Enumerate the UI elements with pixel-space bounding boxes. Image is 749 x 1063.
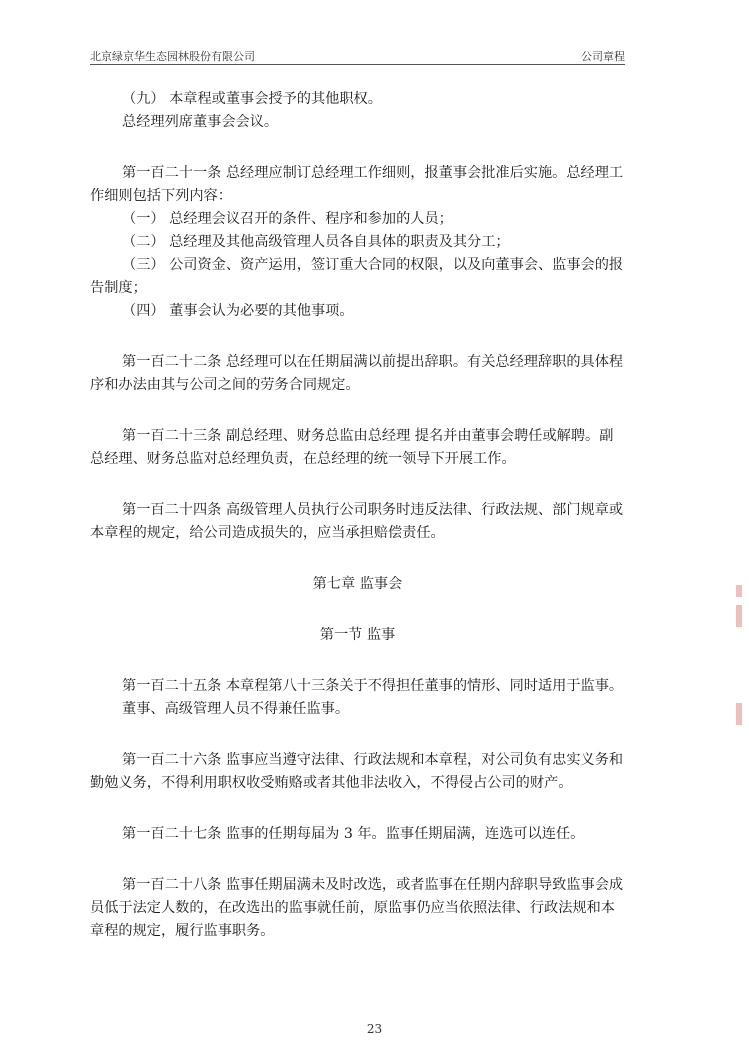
article-122: 第一百二十二条 总经理可以在任期届满以前提出辞职。有关总经理辞职的具体程序和办法由其与公司之间的劳务合同规定。 (90, 354, 624, 393)
article-123: 第一百二十三条 副总经理、财务总监由总经理 提名并由董事会聘任或解聘。副总经理、财务总监对总经理负责，在总经理的统一领导下开展工作。 (90, 428, 614, 467)
list-item: （一） 总经理会议召开的条件、程序和参加的人员； (122, 211, 453, 227)
list-item: （四） 董事会认为必要的其他事项。 (122, 303, 354, 319)
list-item: （二） 总经理及其他高级管理人员各自具体的职责及其分工； (122, 234, 510, 250)
paragraph-text: 董事、高级管理人员不得兼任监事。 (122, 701, 350, 717)
item-nine: （九） 本章程或董事会授予的其他职权。 (122, 91, 382, 107)
article-125: 第一百二十五条 本章程第八十三条关于不得担任董事的情形、同时适用于监事。 (122, 678, 624, 694)
header-document-title: 公司章程 (581, 50, 625, 63)
article-124: 第一百二十四条 高级管理人员执行公司职务时违反法律、行政法规、部门规章或本章程的规定，给公司造成损失的，应当承担赔偿责任。 (90, 502, 624, 541)
page-number: 23 (366, 1022, 383, 1036)
header-company-name: 北京绿京华生态园林股份有限公司 (90, 50, 255, 63)
page-header (90, 46, 625, 65)
document-body (90, 88, 625, 943)
chapter-heading: 第七章 监事会 (312, 576, 403, 592)
article-121: 第一百二十一条 总经理应制订总经理工作细则，报董事会批准后实施。总经理工作细则包括下列内容： (90, 165, 624, 204)
seal-fragment (736, 585, 742, 597)
section-heading: 第一节 监事 (319, 627, 396, 643)
article-127: 第一百二十七条 监事的任期每届为 3 年。监事任期届满，连选可以连任。 (122, 826, 585, 842)
paragraph-text: 总经理列席董事会会议。 (122, 114, 279, 130)
article-128: 第一百二十八条 监事任期届满未及时改选，或者监事在任期内辞职导致监事会成员低于法定人数的，在改选出的监事就任前，原监事仍应当依照法律、行政法规和本章程的规定，履行监事职务。 (90, 877, 624, 939)
list-item: （三） 公司资金、资产运用，签订重大合同的权限，以及向董事会、监事会的报告制度； (90, 257, 624, 296)
seal-fragment (736, 605, 742, 627)
article-126: 第一百二十六条 监事应当遵守法律、行政法规和本章程，对公司负有忠实义务和勤勉义务，不得利用职权收受贿赂或者其他非法收入，不得侵占公司的财产。 (90, 752, 624, 791)
seal-fragment (736, 703, 742, 725)
